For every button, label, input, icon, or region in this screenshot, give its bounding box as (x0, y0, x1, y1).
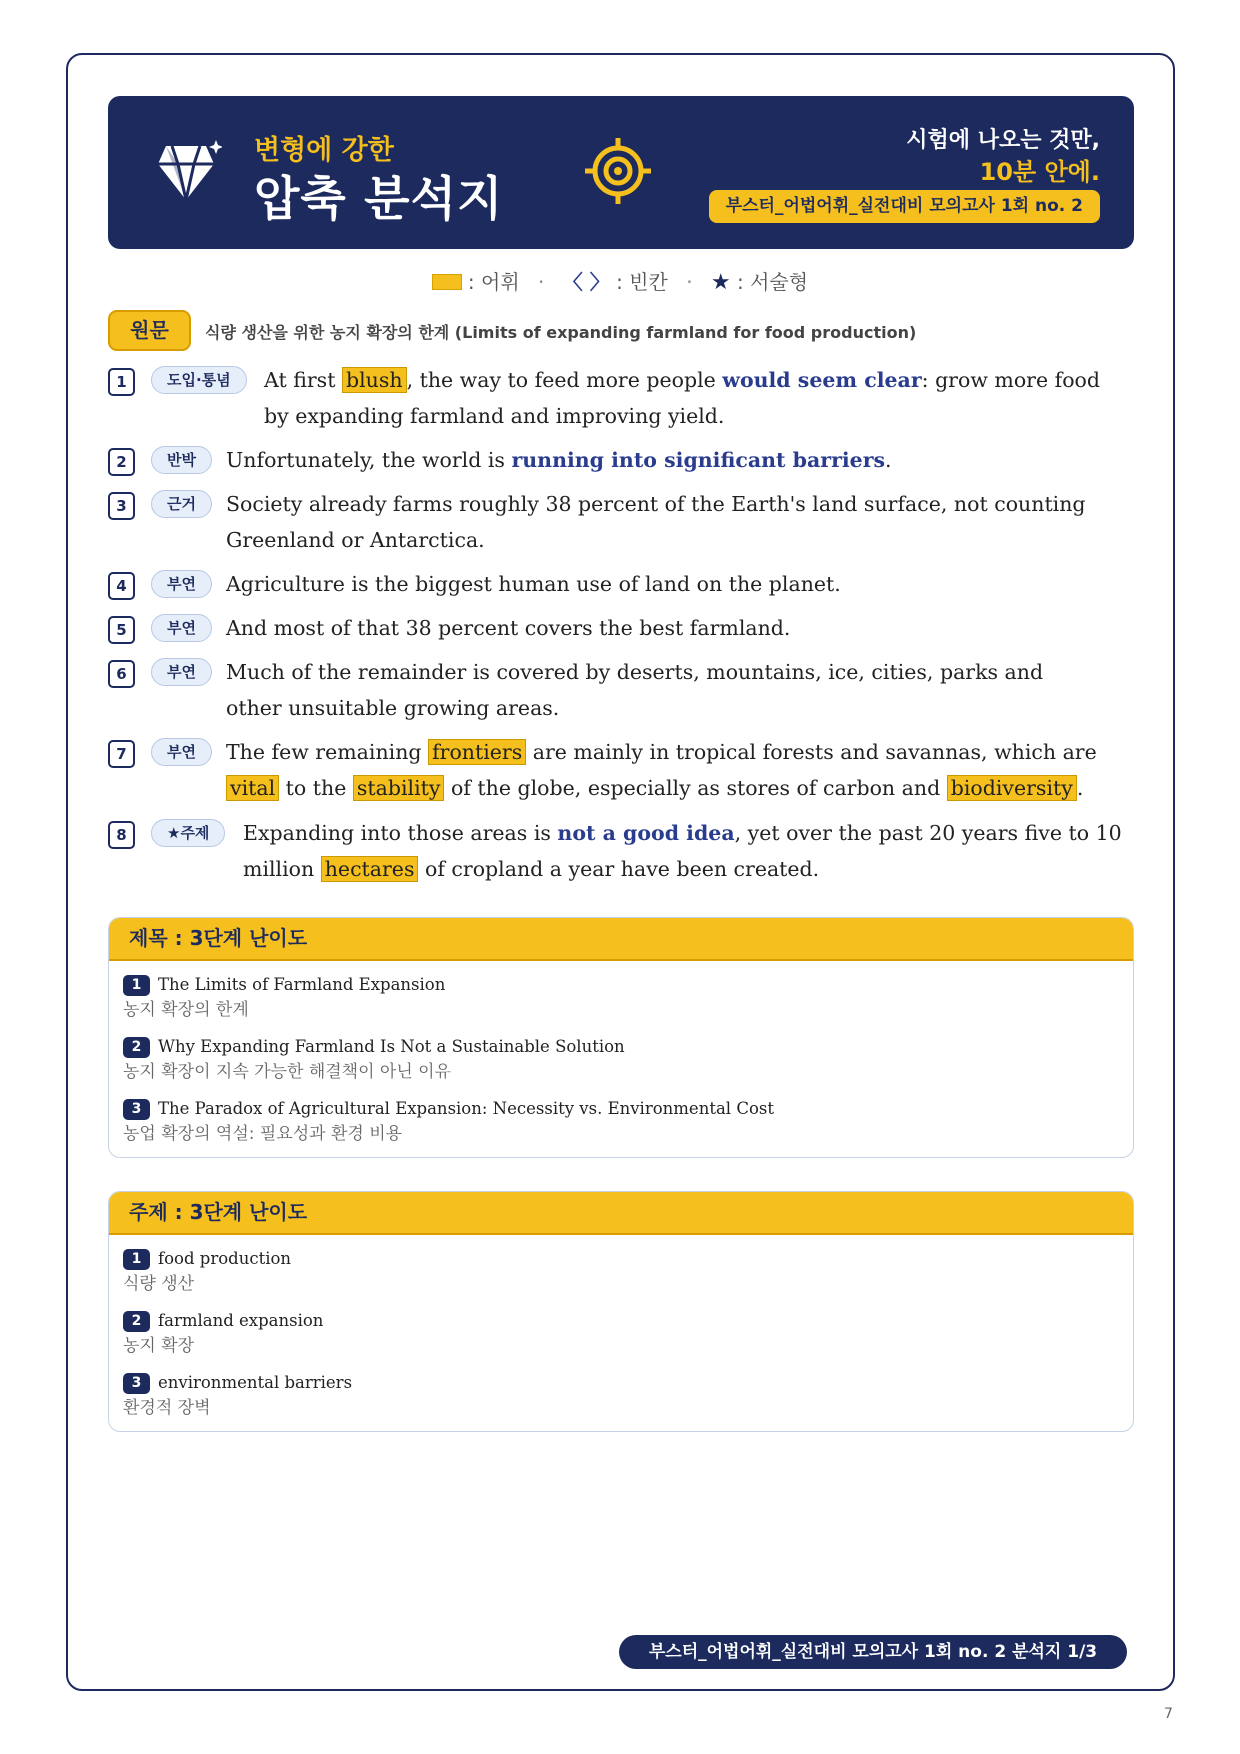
blank-phrase: would seem clear (722, 368, 922, 392)
sentence-number: 5 (108, 616, 135, 644)
legend (0, 266, 1240, 295)
blank-phrase: running into significant barriers (511, 448, 886, 472)
sentence-6 (108, 656, 1138, 728)
page-number: 7 (1164, 1706, 1173, 1722)
topic-box (108, 1191, 1134, 1432)
item-en: environmental barriers (158, 1373, 353, 1392)
item-number: 3 (123, 1099, 150, 1120)
sentence-text: Agriculture is the biggest human use of land on the planet. (226, 572, 841, 596)
topic-box-heading: 주제 : 3단계 난이도 (109, 1192, 1133, 1235)
sentence-3 (108, 488, 1138, 560)
header-banner (108, 96, 1134, 249)
item-en: The Paradox of Agricultural Expansion: Necessity vs. Environmental Cost (158, 1099, 774, 1118)
sentence-4 (108, 568, 1138, 604)
item-kr: 농업 확장의 역설: 필요성과 환경 비용 (123, 1124, 403, 1144)
title-box-heading: 제목 : 3단계 난이도 (109, 918, 1133, 961)
legend-blank-symbol: 〈 〉 (562, 270, 610, 294)
legend-sep: · (538, 270, 545, 294)
vocab-highlight: stability (353, 775, 445, 801)
sentence-text: The few remaining frontiers are mainly in tropical forests and savannas, which are vital to the stability of the globe, especially as stores of carbon and biodiversity . (226, 740, 1097, 800)
sentence-text: Much of the remainder is covered by deserts, mountains, ice, cities, parks and other unsuitable growing areas. (226, 660, 1044, 720)
vocab-highlight: biodiversity (947, 775, 1077, 801)
header-subtitle: 변형에 강한 (254, 135, 394, 166)
sentence-8 (108, 817, 1138, 889)
item-kr: 환경적 장벽 (123, 1398, 211, 1418)
footer-pill: 부스터_어법어휘_실전대비 모의고사 1회 no. 2 분석지 1/3 (619, 1635, 1127, 1669)
legend-vocab: : 어휘 (467, 270, 520, 294)
item-en: farmland expansion (158, 1311, 324, 1330)
item-number: 2 (123, 1037, 150, 1058)
item-number: 2 (123, 1311, 150, 1332)
list-item (123, 1097, 1119, 1158)
sentence-tag: 근거 (151, 490, 212, 518)
item-number: 3 (123, 1373, 150, 1394)
title-box (108, 917, 1134, 1158)
item-kr: 농지 확장의 한계 (123, 1000, 249, 1020)
vocab-highlight: frontiers (428, 739, 526, 765)
vocab-highlight: blush (342, 367, 407, 393)
sentence-number: 4 (108, 572, 135, 600)
sentence-tag: 부연 (151, 614, 212, 642)
vocab-highlight: hectares (321, 856, 419, 882)
star-icon: ★ (710, 270, 731, 295)
sentence-5 (108, 612, 1138, 648)
sentence-tag: 도입·통념 (151, 366, 247, 394)
sentence-tag: 부연 (151, 738, 212, 766)
vocab-swatch (432, 274, 462, 290)
sentence-tag: 부연 (151, 570, 212, 598)
header-tagline: 시험에 나오는 것만, (906, 128, 1100, 153)
sentence-7 (108, 736, 1138, 808)
sentence-text: At first blush , the way to feed more people would seem clear: grow more food by expanding farmland and improving yield. (264, 368, 1101, 428)
exam-pill: 부스터_어법어휘_실전대비 모의고사 1회 no. 2 (709, 190, 1100, 223)
sentence-number: 2 (108, 448, 135, 476)
header-tagline-highlight: 10분 안에. (979, 158, 1100, 186)
sentence-1 (108, 364, 1138, 436)
original-badge: 원문 (108, 310, 191, 351)
sentence-tag: 부연 (151, 658, 212, 686)
list-item (123, 1309, 1119, 1371)
page-title: 압축 분석지 (254, 172, 504, 227)
blank-phrase: not a good idea (557, 821, 735, 845)
sentence-number: 6 (108, 660, 135, 688)
item-kr: 농지 확장이 지속 가능한 해결책이 아닌 이유 (123, 1062, 452, 1082)
diamond-icon (158, 138, 222, 208)
original-title: 식량 생산을 위한 농지 확장의 한계 (Limits of expanding farmland for food production) (205, 323, 917, 342)
list-item (123, 1247, 1119, 1309)
sentence-2 (108, 444, 1138, 480)
legend-sep: · (686, 270, 693, 294)
list-item (123, 973, 1119, 1035)
item-number: 1 (123, 1249, 150, 1270)
item-en: food production (158, 1249, 292, 1268)
sentence-text: Unfortunately, the world is running into significant barriers. (226, 448, 892, 472)
item-en: Why Expanding Farmland Is Not a Sustainable Solution (158, 1037, 625, 1056)
list-item (123, 1035, 1119, 1097)
item-en: The Limits of Farmland Expansion (158, 975, 446, 994)
sentence-text: Expanding into those areas is not a good idea, yet over the past 20 years five to 10 million hectares of cropland a year have been created. (243, 821, 1122, 881)
sentence-tag: ★주제 (151, 819, 225, 847)
sentence-text: Society already farms roughly 38 percent of the Earth's land surface, not counting Greenland or Antarctica. (226, 492, 1086, 552)
sentence-number: 8 (108, 821, 135, 849)
item-number: 1 (123, 975, 150, 996)
sentence-number: 3 (108, 492, 135, 520)
sentence-text: And most of that 38 percent covers the best farmland. (226, 616, 791, 640)
sentence-number: 1 (108, 368, 135, 396)
vocab-highlight: vital (226, 775, 279, 801)
legend-blank: : 빈칸 (616, 270, 668, 294)
target-icon (585, 138, 651, 204)
list-item (123, 1371, 1119, 1432)
sentence-tag: 반박 (151, 446, 212, 474)
item-kr: 농지 확장 (123, 1336, 195, 1356)
item-kr: 식량 생산 (123, 1274, 195, 1294)
sentence-number: 7 (108, 740, 135, 768)
legend-essay: : 서술형 (737, 270, 809, 294)
